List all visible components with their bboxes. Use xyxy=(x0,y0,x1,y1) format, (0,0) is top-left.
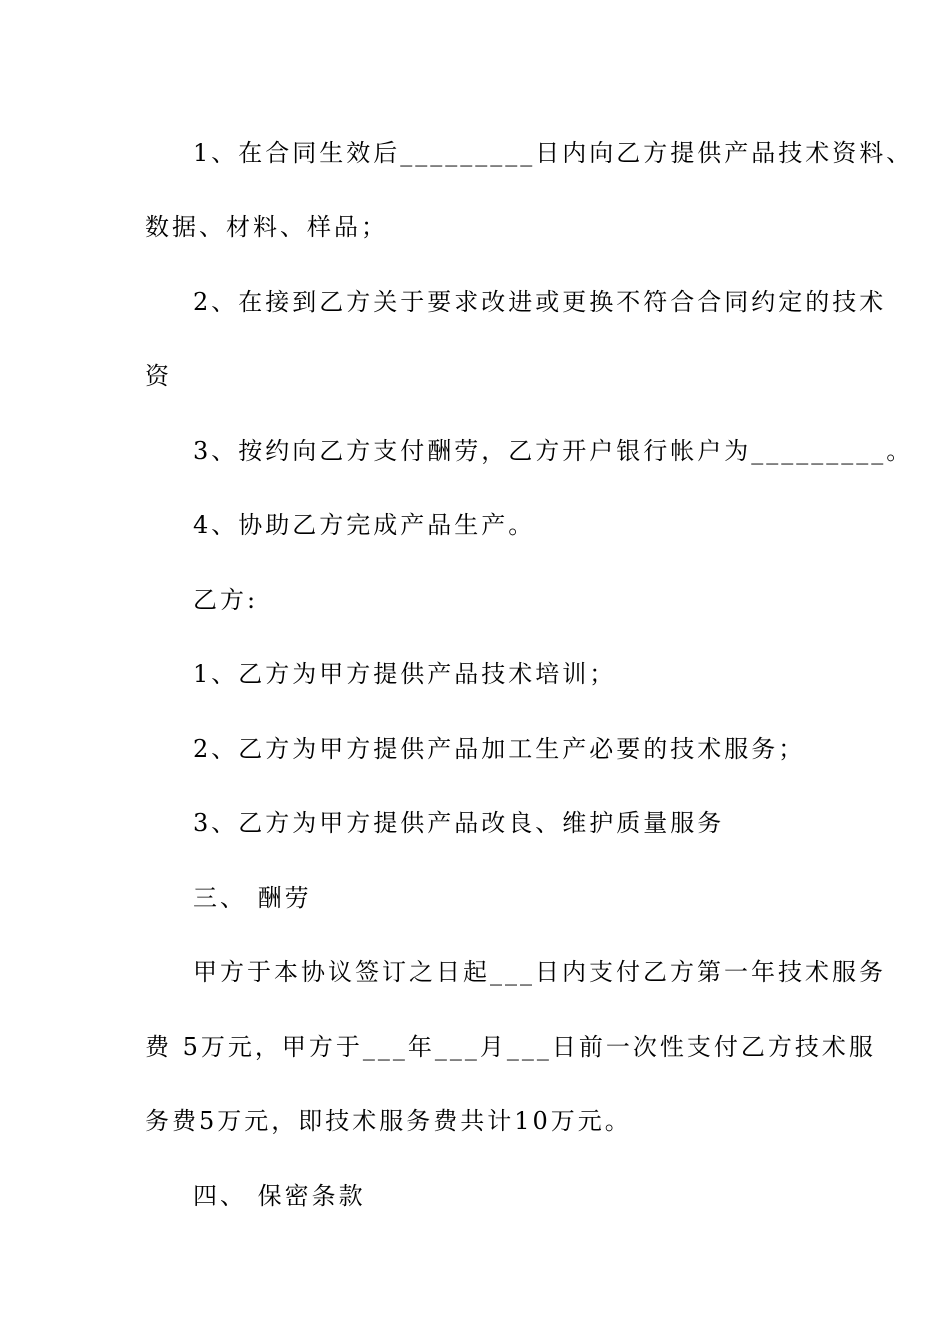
paragraph-line: 资 xyxy=(145,362,172,390)
paragraph-line: 2、在接到乙方关于要求改进或更换不符合合同约定的技术 xyxy=(193,288,887,316)
paragraph-line: 费 5万元，甲方于___年___月___日前一次性支付乙方技术服 xyxy=(145,1033,876,1061)
paragraph-line: 务费5万元，即技术服务费共计10万元。 xyxy=(145,1107,632,1135)
paragraph-line: 1、乙方为甲方提供产品技术培训； xyxy=(193,660,617,688)
paragraph-line: 1、在合同生效后_________日内向乙方提供产品技术资料、 xyxy=(193,139,914,167)
section-heading: 四、 保密条款 xyxy=(193,1182,366,1210)
paragraph-line: 甲方于本协议签订之日起___日内支付乙方第一年技术服务 xyxy=(193,958,886,986)
paragraph-line: 4、协助乙方完成产品生产。 xyxy=(193,511,536,539)
paragraph-line: 2、乙方为甲方提供产品加工生产必要的技术服务； xyxy=(193,735,806,763)
section-heading: 三、 酬劳 xyxy=(193,884,312,912)
paragraph-line: 3、按约向乙方支付酬劳，乙方开户银行帐户为_________。 xyxy=(193,437,914,465)
paragraph-line: 数据、材料、样品； xyxy=(145,213,388,241)
section-label: 乙方: xyxy=(193,586,259,614)
paragraph-line: 3、乙方为甲方提供产品改良、维护质量服务 xyxy=(193,809,725,837)
